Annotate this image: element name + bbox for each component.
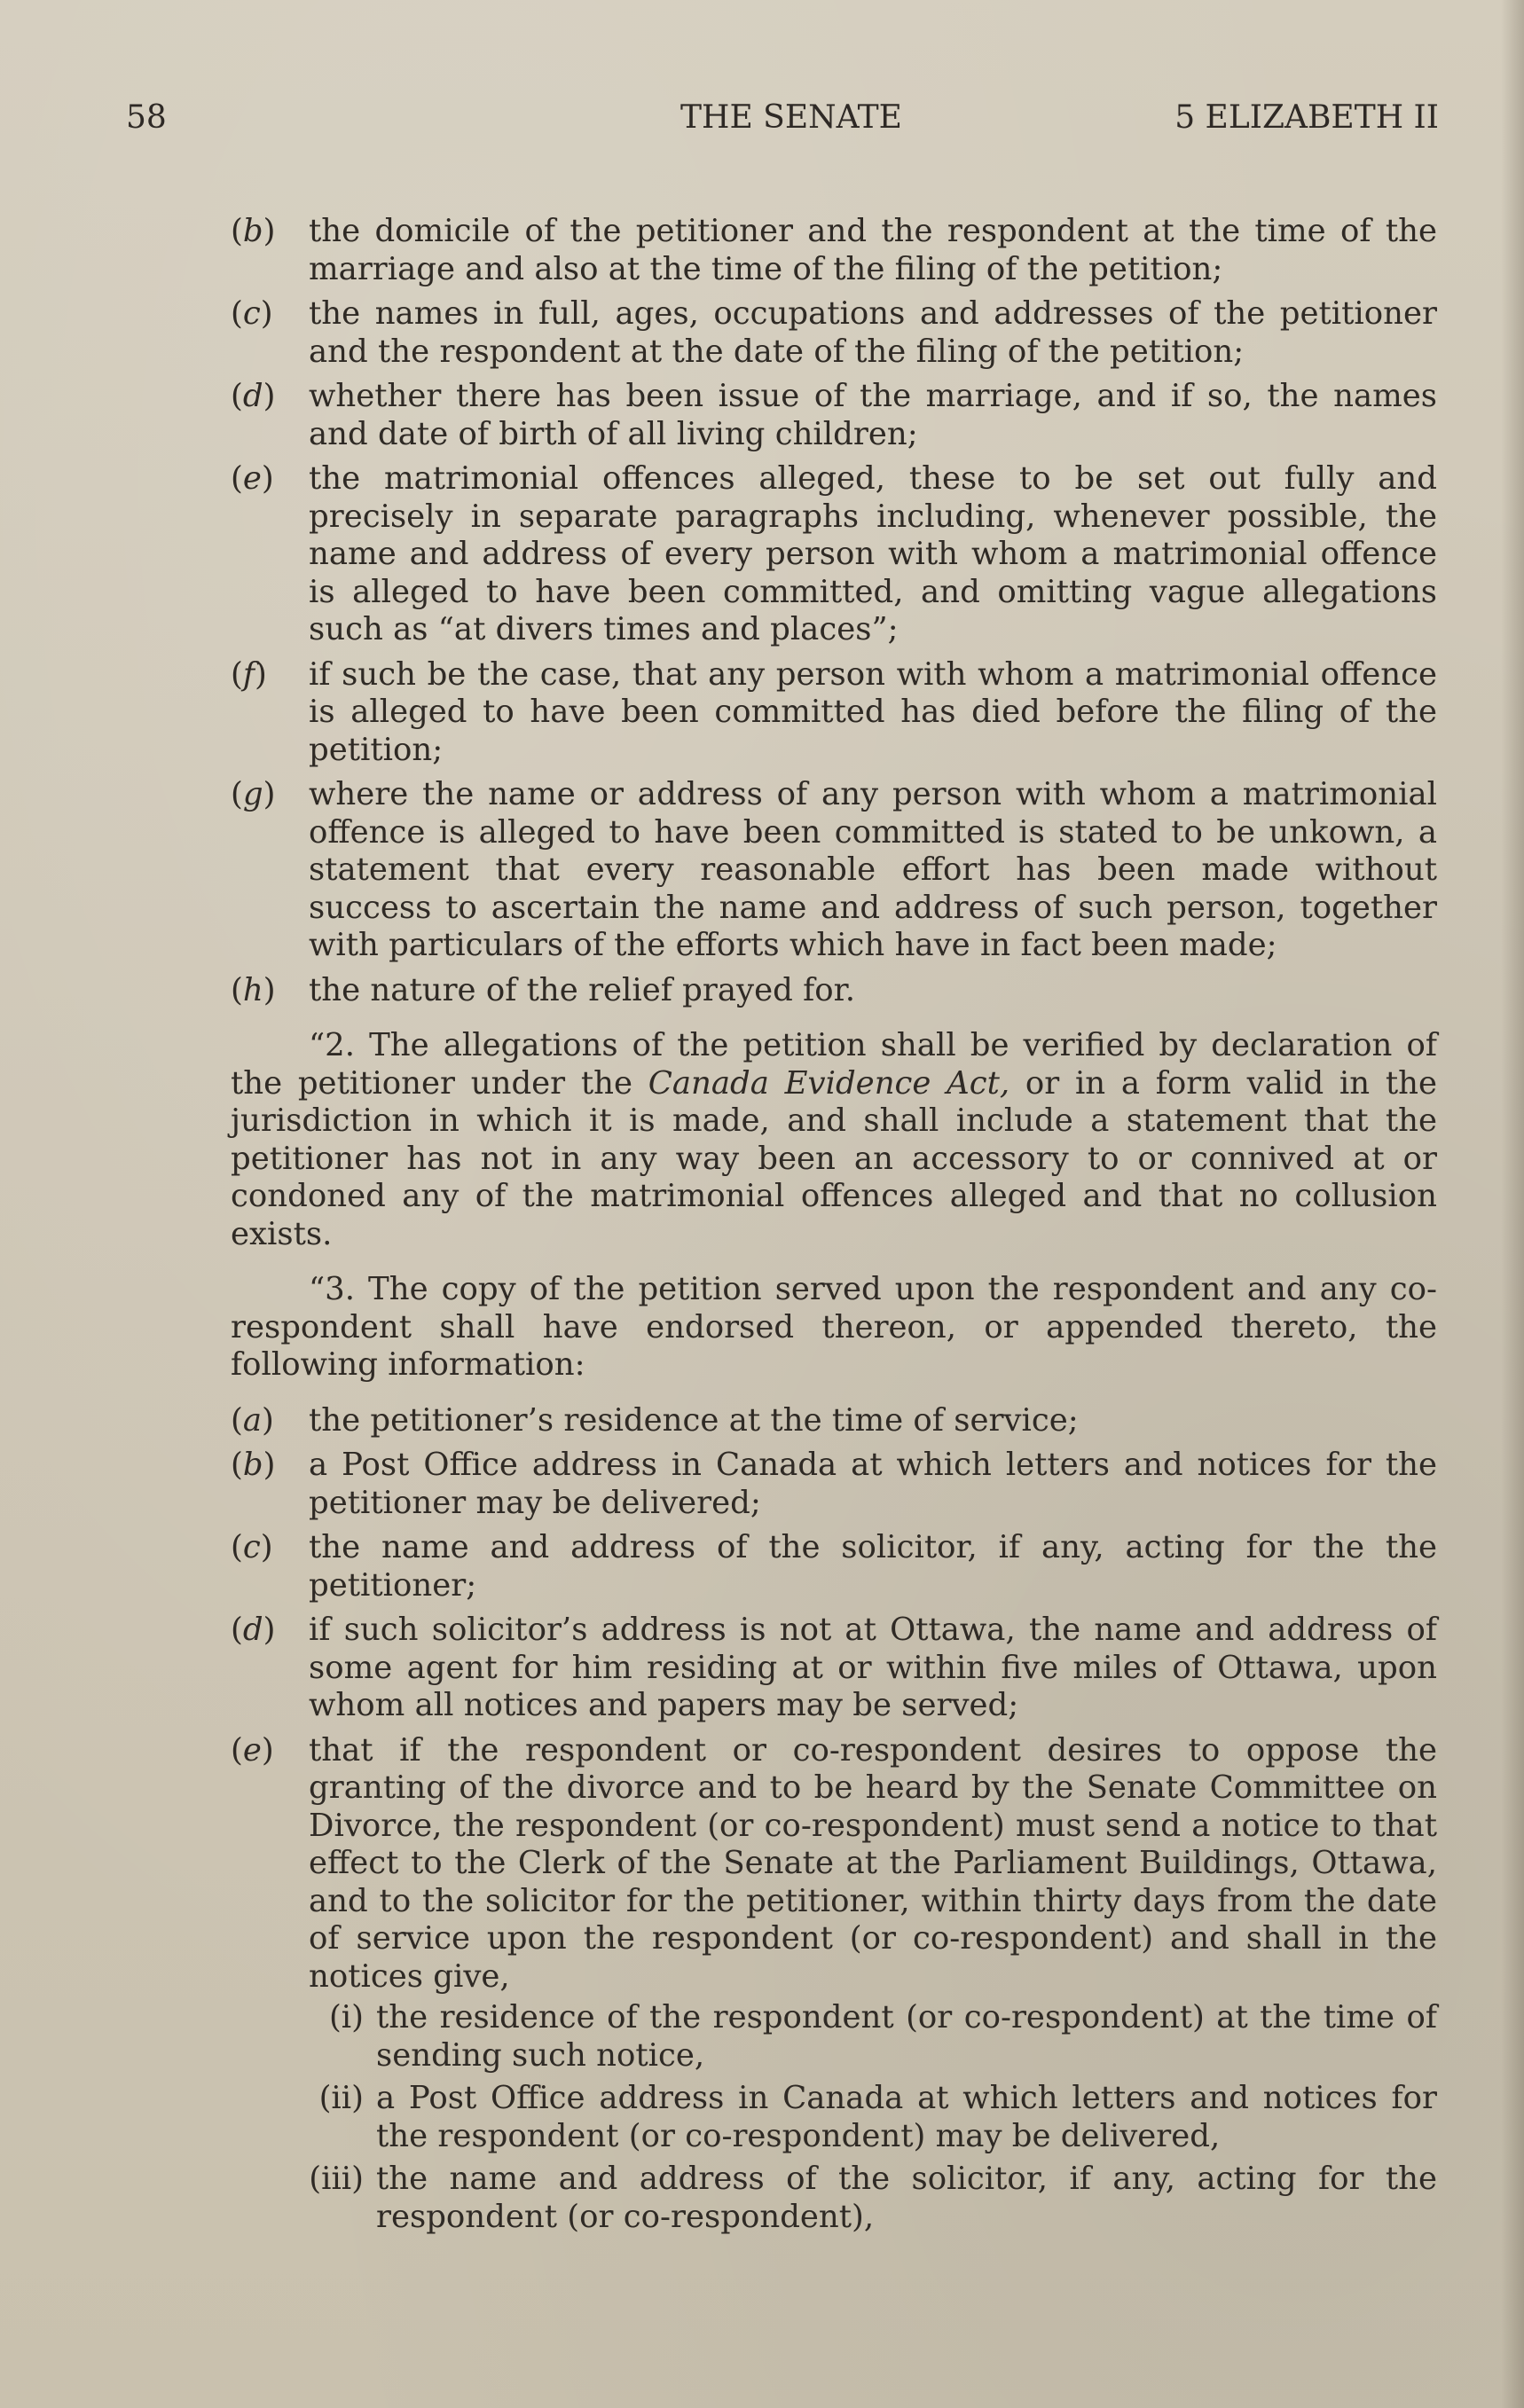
item-marker: (c) — [231, 1529, 273, 1565]
running-head — [126, 99, 1439, 144]
item-text: whether there has been issue of the marriage, and if so, the names and date of birth of all living children; — [309, 378, 1437, 452]
item-text: the nature of the relief prayed for. — [309, 971, 855, 1008]
list-item — [231, 378, 1437, 453]
item-text: the matrimonial offences alleged, these to be set out fully and precisely in separate paragraphs including, whenever possible, the name and address of every person with whom a matrimonial offence is alleged to have been committed, and omitting vague allegations such as “at divers times and places”; — [309, 460, 1437, 647]
rule-three-list — [231, 1402, 1437, 2237]
list-item — [231, 1402, 1437, 1440]
item-marker: (f) — [231, 655, 267, 693]
list-item — [231, 1529, 1437, 1604]
list-item — [231, 460, 1437, 649]
item-marker: (a) — [231, 1401, 274, 1439]
sub-item-text: the name and address of the solicitor, if any, acting for the respondent (or co-respondent), — [376, 2161, 1437, 2235]
item-text: a Post Office address in Canada at which letters and notices for the petitioner may be delivered; — [309, 1447, 1437, 1521]
item-text: if such solicitor’s address is not at Ottawa, the name and address of some agent for him residing at or within five miles of Ottawa, upon whom all notices and papers may be served; — [309, 1612, 1437, 1723]
item-text: the names in full, ages, occupations and addresses of the petitioner and the respondent at the date of the filing of the petition; — [309, 295, 1437, 370]
rule-two-paragraph: “2. The allegations of the petition shall be verified by declaration of the petitioner under the Canada Evidence Act, or in a form valid in the jurisdiction in which it is made, and shall include a statement that the petitioner has not in any way been an accessory to or connived at or condoned any of the matrimonial offences alleged and that no collusion exists. — [231, 1027, 1437, 1252]
sub-item-marker: (i) — [328, 1999, 364, 2035]
list-item — [231, 1612, 1437, 1725]
sub-item — [309, 2161, 1437, 2236]
item-text: the petitioner’s residence at the time of service; — [309, 1401, 1079, 1439]
list-item — [231, 1732, 1437, 2237]
item-text: the name and address of the solicitor, if any, acting for the the petitioner; — [309, 1529, 1437, 1604]
item-marker: (c) — [231, 295, 273, 332]
sub-item — [309, 1999, 1437, 2075]
list-item — [231, 295, 1437, 371]
sub-item-text: a Post Office address in Canada at which letters and notices for the respondent (or co-respondent) may be delivered, — [376, 2080, 1437, 2154]
item-marker: (b) — [231, 1447, 276, 1483]
section-one-list — [231, 213, 1437, 1009]
sub-item-marker: (ii) — [318, 2080, 364, 2116]
item-marker: (e) — [231, 460, 274, 497]
item-text: if such be the case, that any person with whom a matrimonial offence is alleged to have been committed has died before the filing of the petition; — [309, 655, 1437, 768]
item-text: that if the respondent or co-respondent desires to oppose the granting of the divorce and to be heard by the Senate Committee on Divorce, the respondent (or co-respondent) must send a notice to that effect to the Clerk of the Senate at the Parliament Buildings, Ottawa, and to the solicitor for the petitioner, within thirty days from the date of service upon the respondent (or co-respondent) and shall in the notices give, — [309, 1731, 1437, 1995]
sub-item-marker: (iii) — [309, 2161, 364, 2197]
item-marker: (d) — [231, 1612, 276, 1648]
running-title: THE SENATE — [680, 99, 902, 136]
sub-item-text: the residence of the respondent (or co-respondent) at the time of sending such notice, — [376, 1999, 1437, 2074]
rule-three-intro: “3. The copy of the petition served upon the respondent and any co-respondent shall have endorsed thereon, or appended thereto, the following information: — [231, 1271, 1437, 1383]
item-marker: (d) — [231, 378, 276, 414]
page-number: 58 — [126, 99, 167, 136]
list-item — [231, 1447, 1437, 1522]
sub-item — [309, 2080, 1437, 2155]
list-item — [231, 213, 1437, 288]
body-text — [231, 213, 1437, 2243]
item-marker: (b) — [231, 213, 276, 249]
list-item — [231, 776, 1437, 965]
sub-item-list — [309, 1999, 1437, 2236]
item-text: the domicile of the petitioner and the respondent at the time of the marriage and also at the time of the filing of the petition; — [309, 213, 1437, 287]
act-name: Canada Evidence Act, — [648, 1064, 1010, 1102]
item-text: where the name or address of any person with whom a matrimonial offence is alleged to have been committed is stated to be unkown, a statement that every reasonable effort has been made without success to ascertain the name and address of such person, together with particulars of the efforts which have in fact been made; — [309, 776, 1437, 963]
item-marker: (e) — [231, 1731, 274, 1769]
item-marker: (g) — [231, 776, 276, 812]
list-item — [231, 972, 1437, 1010]
page-edge-shadow — [1501, 0, 1524, 2408]
item-marker: (h) — [231, 971, 276, 1008]
regnal-year: 5 ELIZABETH II — [1174, 99, 1439, 136]
list-item — [231, 656, 1437, 770]
